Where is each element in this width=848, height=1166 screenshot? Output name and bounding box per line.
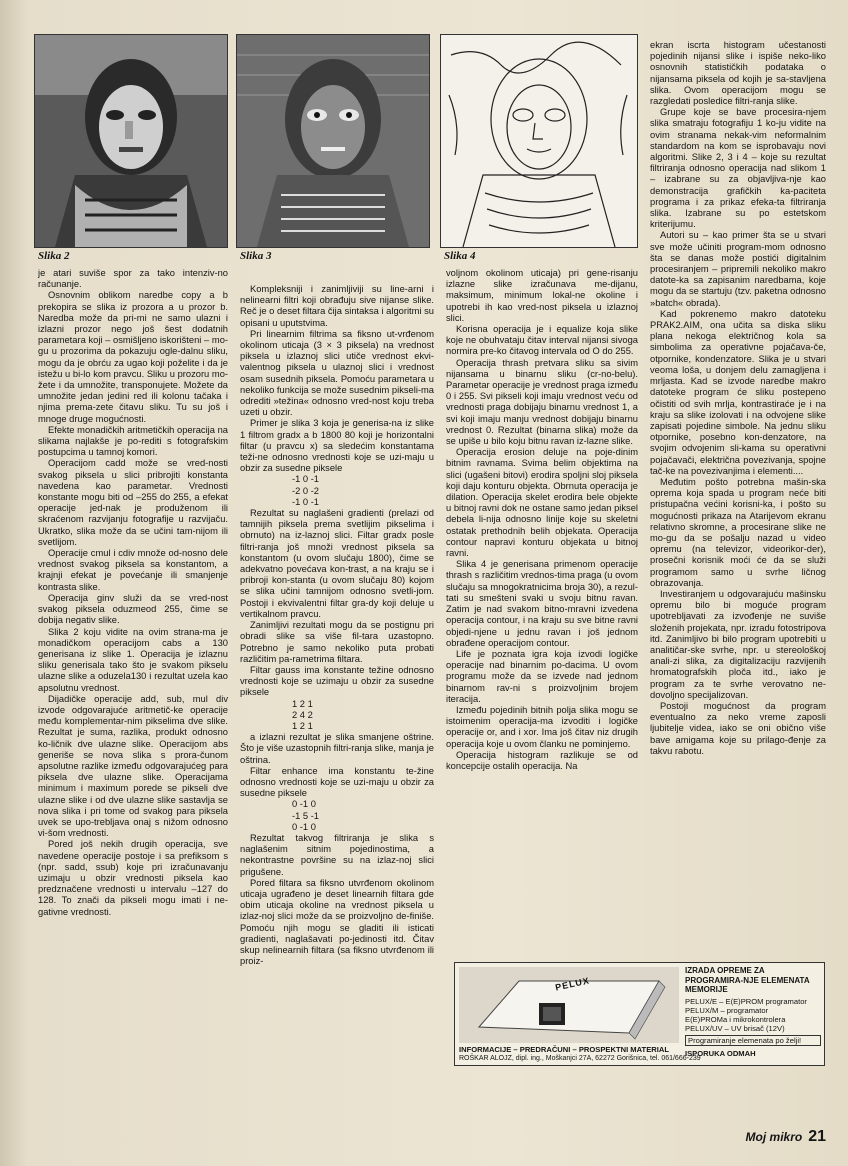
paragraph: voljnom okolinom uticaja) pri gene-risanju izlazne slike izračunava me-dijanu, maksimum, minimum lokal-ne okoline i upotrebi ih kao vred-nost piksela u izlaznoj slici. xyxy=(446,268,638,323)
filter-matrix-row: -1 5 -1 xyxy=(292,810,320,821)
paragraph: Dijadičke operacije add, sub, mul div izvode odgovarajuće aritmetič-ke operacije među komplementar-nim pikselima dve slike. Rezultat je suma, razlika, produkt odnosno ko-ličnik dve ulazne slike. Operacijom abs generiše se nova slika s prora-čunom apsolutne razlike između odgovarajućeg para piksela dve ulazne slike. Operacijama minimum i maximum porede se pikseli dve ulazne slike i od dve ulazne slike sastavlja se nova slika i pri tome od svakog para piksela uvek se upo-trebljava onaj s nižom odnosno vi-šom vrednosti. xyxy=(38,693,228,839)
ad-info-line: INFORMACIJE – PREDRAČUNI – PROSPEKTNI MATERIAL xyxy=(459,1045,669,1054)
paragraph: Postoji mogućnost da program eventualno za neko vreme zaposli ljubitelje videa, iako se oni obično više bave amigama koje su prilago-đenje za takvu rabotu. xyxy=(650,700,826,756)
paragraph: Korisna operacija je i equalize koja slike koje ne obuhvataju čitav interval nijansi sivoga normira pre-ko čitavog intervala od O do 255. xyxy=(446,324,638,357)
filter-matrix-row: 1 2 1 xyxy=(292,698,313,709)
caption-slika-4: Slika 4 xyxy=(444,250,476,262)
column-1 xyxy=(38,268,228,918)
paragraph: Investiranjem u odgovarajuću mašinsku opremu bilo bi moguće program upotrebljavati za izvođenje ne suviše složenih projekata, npr. izradu fotostripova itd. Zanimljivo bi bilo program upotrebiti u analitičar-ske svrhe, npr. u stereološkoj anali-zi slika, za digitalizaciju razvijenih hromatografskih ploča itd., iako je program za te svrhe verovatno ne-dovoljno specijalizovan. xyxy=(650,588,826,700)
figure-slika-4 xyxy=(440,34,638,248)
figure-slika-2 xyxy=(34,34,228,248)
paragraph: Zanimljivi rezultati mogu da se postignu pri obradi slike sa više fil-tara uzastopno. Potrebno je samo nekoliko puta probati različitim pa-rametrima filtara. xyxy=(240,620,434,664)
paragraph: Life je poznata igra koja izvodi logičke operacije nad binarnim po-dacima. U ovom programu može da se izvede nad jednom binarnom rav-ni s proizvoljnim brojem iteracija. xyxy=(446,648,638,704)
paragraph: ekran iscrta histogram učestanosti pojedinih nijansi slike i ispiše neko-liko osnovnih statističkih podataka o nijansama piksela od kojih je sa-stavljena slika. Ovom operacijom mogu se razgledati posledice filtri-ranja slike. xyxy=(650,40,826,107)
figure-slika-3 xyxy=(236,34,430,248)
paragraph: Rezultat takvog filtriranja je slika s naglašenim sitnim pojedinostima, a nekontrastne površine su na izlaz-noj slici prigušene. xyxy=(240,832,434,877)
filter-matrix-row: -1 0 -1 xyxy=(292,496,320,507)
paragraph: Pored filtara sa fiksno utvrđenom okolinom uticaja ugrađeno je deset linearnih filtara gde obim uticaja okoline na vrednost piksela u izlaz-noj slici može da se proizvoljno de-finiše. Pomoću njih mogu se gladiti ili isticati gradienti, naglašavati po-jedinosti itd. Čitav skup nelinearnih filtara (sa fiksno utvrđenom ili proiz- xyxy=(240,877,434,967)
ad-brand-label: PELUX xyxy=(554,975,591,993)
ad-product-photo xyxy=(459,967,679,1043)
magazine-name: Moj mikro xyxy=(745,1130,803,1144)
paragraph: Između pojedinih bitnih polja slika mogu se istoimenim operacija-ma izvoditi i logičke operacije or, and i xor. Ima još čitav niz drugih operacija koje u ovom članku ne pominjemo. xyxy=(446,704,638,749)
paragraph: Međutim pošto potrebna mašin-ska oprema koja spada u program neće biti pristupačna većini korisni-ka, i pošto su mogućnosti prikaza na Atarijevom ekranu relativno skromne, a procesirane slike ne mo-gu da se pošalju nazad u video opremu (na televizor, videorikor-der), prosečni korisnik moći će da se služi programom samo u svrhe ličnog obrazovanja. xyxy=(650,476,826,588)
ad-line: Programiranje elemenata po želji! xyxy=(685,1035,821,1046)
ad-line: PELUX/UV – UV brisač (12V) xyxy=(685,1024,785,1034)
filter-matrix-row: 0 -1 0 xyxy=(292,799,316,810)
caption-slika-3: Slika 3 xyxy=(240,250,272,262)
figure-slika-3-image xyxy=(237,35,429,247)
programmer-device-icon xyxy=(459,967,679,1043)
paragraph: Slika 4 je generisana primenom operacije thrash s različitim vrednos-tima praga (u ovom slučaju sa mnogokratnicima broja 30), a rezul-tati su smešteni svaki u svoju bitnu ravan. Zatim je nad svakom bitno-mravni izvedena operacija contour, i na kraju su sve bitne ravni objedi-njene u jednu ravan i još jednom obrađene operacijom contour. xyxy=(446,559,638,648)
paragraph: Pri linearnim filtrima sa fiksno ut-vrđenom okolinom uticaja (3 × 3 piksela) na vrednost piksela u izlaznoj slici utiče vrednost ekvi-valentnog piksela u ulaznoj slici i vrednost osam susednih piksela. Pomoću parametara u nekoliko funkcija se može susednim pikseli-ma odrediti »težina« odnosno vred-nost koju treba uzeti u obzir. xyxy=(240,328,434,418)
filter-matrix-row: 0 -1 0 xyxy=(292,821,316,832)
ad-delivery: ISPORUKA ODMAH xyxy=(685,1048,756,1058)
page-footer xyxy=(746,1128,826,1146)
paragraph: Osnovnim oblikom naredbe copy a b prekopira se slika iz prozora a u prozor b. Naredba može da pri-mi ne samo ulazni i izlazni prozor nego još šest dodatnih parametara koji – osmišljeno iskorišteni – mo-gu u prozorima da pokazuju ogle-dalnu sliku, mogu da je obrću za ugao koji poželite i da je istežu u bi-lo kom pravcu. Sliku u prozoru mo-žete i da umnožite, transponujete. Možete da umnožite jedan jedini red ili kolonu tačaka i njima prema-zete čitavu sliku. Tu su još i mnoge druge mogućnosti. xyxy=(38,290,228,424)
figure-slika-4-image xyxy=(441,35,637,247)
ad-line: E(E)PROMa i mikrokontrolera xyxy=(685,1015,786,1025)
figure-slika-2-image xyxy=(35,35,227,247)
paragraph: Efekte monadičkih aritmetičkih operacija na slikama najlakše je po-rediti s fotografskim postupcima u tamnoj komori. xyxy=(38,424,228,458)
column-4 xyxy=(650,40,826,757)
paragraph: Autori su – kao primer šta se u stvari sve može učiniti program-mom odnosno šta se danas može postići digitalnim procesiranjem – pripremili nekoliko makro datote-ka sa zapisanim naredbama, koje mogu da se startuju (tzv. paketna odnosno »batch« obrada). xyxy=(650,230,826,308)
column-2 xyxy=(240,284,434,967)
paragraph: Filtar gauss ima konstante težine odnosno vrednosti koje se uzimaju u obzir za susedne piksele xyxy=(240,664,434,698)
ad-address: ROŠKAR ALOJZ, dipl. ing., Moškanjci 27A, 62272 Gorišnica, tel. 061/666-239 xyxy=(459,1054,701,1062)
paragraph: Filtar enhance ima konstantu te-žine odnosno vrednosti koje se uzi-maju u obzir za susedne piksele xyxy=(240,765,434,799)
paragraph: Operacija erosion deluje na poje-dinim bitnim ravnama. Svima belim objektima na slici (ugašeni bitovi) erodira spoljni sloj piksela koji daju konturu objekta. Obrnuta operacija je dilation. Operacija skelet erodira bele objekte u bitnoj ravni dok ne ostane samo jedan piksel debela li-nija odnosno linije koje su skeletni ostatak prethodnih belih objekata. Operacija contour napravi konturu objekata u bitnoj ravni. xyxy=(446,447,638,559)
page-number: 21 xyxy=(808,1128,826,1145)
paragraph: Operacije cmul i cdiv množe od-nosno dele vrednost svakog piksela sa konstantom, a krajnji efekat je povećanje ili smanjenje kontrasta slike. xyxy=(38,548,228,592)
paragraph: Operacija ginv služi da se vred-nost svakog piksela oduzmeod 255, čime se dobija negativ slike. xyxy=(38,592,228,626)
filter-matrix-row: -1 0 -1 xyxy=(292,474,320,485)
paragraph: Operacija histogram razlikuje se od koncepcije ostalih operacija. Na xyxy=(446,749,638,771)
paragraph: je atari suviše spor za tako intenziv-no računanje. xyxy=(38,268,228,290)
caption-slika-2: Slika 2 xyxy=(38,250,70,262)
paragraph: Operacijom cadd može se vred-nosti svakog piksela u slici pribrojiti konstanta navedena kao parametar. Vrednosti konstante mogu biti od –255 do 255, a efekat operacije jed-nak je produženom ili skraćenom razvijanju fotografije u razvijaču. Ukratko, slika može da se učini tam-nijom ili svetlijom. xyxy=(38,458,228,547)
paragraph: a izlazni rezultat je slika smanjene oštrine. Što je više uzastopnih filtri-ranja slike, manja je oštrina. xyxy=(240,732,434,765)
paragraph: Kompleksniji i zanimljiviji su line-arni i nelinearni filtri koji obrađuju sive nijanse slike. Reč je o deset filtara čija sintaksa i algoritmi su opisani u uputstvima. xyxy=(240,284,434,328)
filter-matrix-row: -2 0 -2 xyxy=(292,485,320,496)
paragraph: Slika 2 koju vidite na ovim strana-ma je monadičkom operacijom cabs a 130 generisana iz slike 1. Operacija je izlaznu sliku generisala tako što je svakom pikselu ulazne slike a oduzela130 i rezultat uzela kao apsolutnu vrednost. xyxy=(38,626,228,693)
paragraph: Kad pokrenemo makro datoteku PRAK2.AIM, ona učita sa diska sliku plana nekoga električnog kola sa simbolima za operativne pojačava-če, otpornike, kondenzatore. Slika je u stvari veoma loša, u donjem delu zamagljena i mrljasta. Kad se izvode naredbe makro datoteke program će sliku postepeno očistiti od svih mrlja, kontrastiraće je i na kraju sa slike izolovati i na odvojene slike zapisati pojedine simbole. Na jednu sliku otpornike, posebno kon-denzatore, na svojim odvojenim sli-kama su operativni pojačavači, električna povezivanja, spojne tač-ke na povezivanjima i elementi.... xyxy=(650,308,826,476)
ad-heading: IZRADA OPREME ZA PROGRAMIRA-NJE ELEMENATA MEMORIJE xyxy=(685,966,810,995)
paragraph: Rezultat su naglašeni gradienti (prelazi od tamnijih piksela prema svetlijim pikselima i obrnuto) na iz-laznoj slici. Filtar gradx posle filtri-ranja još množi vrednost piksela sa konstantom (u ovom slučaju 1800), čime se adekvatno povećava kon-trast, a na kraju se i pribroji kon-stanta (u ovom slučaju 80) kojom se slika učini tamnijom odnosno svetli-jom. Postoji i ekvivalentni filtar gra-dy koji deluje u vertikalnom pravcu. xyxy=(240,508,434,619)
paragraph: Grupe koje se bave procesira-njem slika smatraju fotografiju 1 ko-ju vidite na ovim stranama nekak-vim neformalnim standardom na kom se isprobavaju novi algoritmi. Slike 2, 3 i 4 – koje su rezultat filtriranja odnosno operacija nad slikom 1 – izabrane su za objavljiva-nje kao demonstracija grafičkih ka-paciteta programa i za prikaz efeka-ta filtriranja slika. Izabrane su po estetskom kriterijumu. xyxy=(650,107,826,230)
paragraph: Primer je slika 3 koja je generisa-na iz slike 1 filtrom gradx a b 1800 80 koji je horizontalni filtar (u pravcu x) sa sledećim konstantama teži-ne odnosno vrednosti koje se uzi-maju u obzir za susedne piksele xyxy=(240,418,434,474)
ad-line: PELUX/M – programator xyxy=(685,1005,769,1015)
advertisement-pelux xyxy=(454,962,825,1066)
ad-contact xyxy=(459,1046,820,1063)
filter-matrix-row: 2 4 2 xyxy=(292,709,313,720)
ad-line: PELUX/E – E(E)PROM programator xyxy=(685,996,807,1006)
paragraph: Operacija thrash pretvara sliku sa sivim nijansama u binarnu sliku (cr-no-belu). Parametar operacije je vrednost praga između 0 i 255. Svi pikseli koji imaju vrednost veću od vrednosti praga dobijaju binarnu vrednost 1, a svi koji imaju manju vrednost dobijaju binarnu vrednost 0. Rezultat (binarna slika) može da se upiše u bilo koju bitnu ravan iz-lazne slike. xyxy=(446,357,638,447)
ad-text-block xyxy=(685,966,821,1058)
filter-matrix-row: 1 2 1 xyxy=(292,720,313,731)
paragraph: Pored još nekih drugih operacija, sve navedene operacije postoje i sa prefiksom s (npr. sadd, ssub) koje pri izračunavanju uzimaju u obzir vrednosti piksela kao predznačene vrednosti u intervalu –127 do 128. To znači da pikseli mogu imati i ne-gativne vrednosti. xyxy=(38,839,228,917)
column-3 xyxy=(446,268,638,772)
